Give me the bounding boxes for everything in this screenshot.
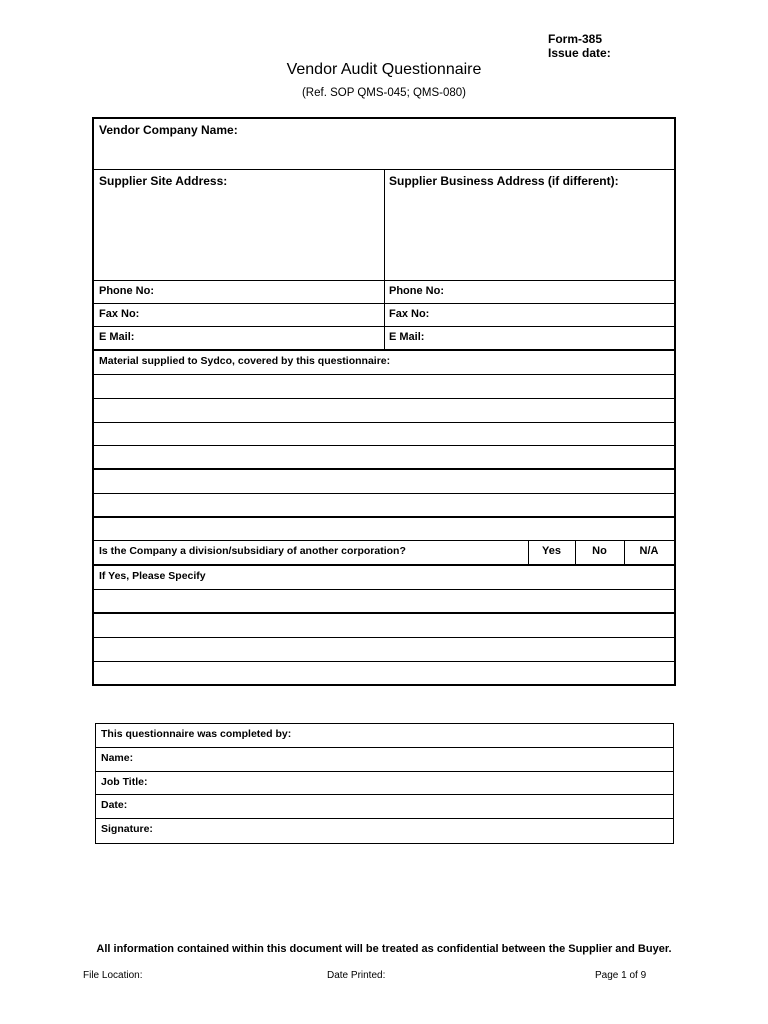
blank-line[interactable] [94, 375, 674, 399]
vendor-form [92, 117, 676, 686]
phone-right-label[interactable]: Phone No: [389, 285, 444, 297]
email-row [94, 327, 674, 351]
option-no[interactable]: No [592, 545, 607, 557]
material-supplied-label: Material supplied to Sydco, covered by this questionnaire: [99, 355, 391, 367]
blank-line[interactable] [94, 470, 674, 494]
blank-line[interactable] [94, 446, 674, 470]
name-row[interactable] [96, 748, 673, 772]
blank-line[interactable] [94, 590, 674, 614]
issue-date-label: Issue date: [548, 46, 611, 60]
signature-label: Signature: [101, 823, 153, 835]
form-header [548, 32, 611, 60]
fax-row [94, 304, 674, 327]
job-title-label: Job Title: [101, 776, 148, 788]
division-question-row [94, 541, 674, 566]
page-number: Page 1 of 9 [595, 970, 647, 981]
if-yes-label: If Yes, Please Specify [99, 570, 206, 582]
if-yes-row[interactable] [94, 566, 674, 590]
date-label: Date: [101, 799, 128, 811]
blank-line[interactable] [94, 662, 674, 684]
blank-line[interactable] [94, 638, 674, 662]
blank-line[interactable] [94, 399, 674, 423]
phone-row [94, 281, 674, 304]
signature-row[interactable] [96, 819, 673, 843]
blank-line[interactable] [94, 423, 674, 446]
blank-line[interactable] [94, 518, 674, 541]
page-subtitle: (Ref. SOP QMS-045; QMS-080) [301, 87, 467, 99]
file-location-label: File Location: [83, 970, 143, 981]
email-right-label[interactable]: E Mail: [389, 331, 425, 343]
date-printed-label: Date Printed: [327, 970, 386, 981]
phone-left-label[interactable]: Phone No: [99, 285, 154, 297]
vendor-company-label: Vendor Company Name: [99, 123, 238, 137]
completed-by-row [96, 724, 673, 748]
confidential-note: All information contained within this document will be treated as confidential between the Supplier and Buyer. [96, 943, 672, 955]
supplier-site-address-label[interactable]: Supplier Site Address: [99, 174, 228, 188]
fax-left-label[interactable]: Fax No: [99, 308, 140, 320]
page-title: Vendor Audit Questionnaire [286, 61, 482, 78]
option-yes[interactable]: Yes [542, 545, 561, 557]
blank-line[interactable] [94, 614, 674, 638]
form-number: Form-385 [548, 32, 603, 46]
fax-right-label[interactable]: Fax No: [389, 308, 430, 320]
date-row[interactable] [96, 795, 673, 819]
division-question-label: Is the Company a division/subsidiary of another corporation? [99, 545, 406, 557]
email-left-label[interactable]: E Mail: [99, 331, 135, 343]
name-label: Name: [101, 752, 134, 764]
material-supplied-row[interactable] [94, 351, 674, 375]
supplier-business-address-label[interactable]: Supplier Business Address (if different): [389, 174, 619, 188]
address-row [94, 170, 674, 281]
job-title-row[interactable] [96, 772, 673, 795]
option-na[interactable]: N/A [639, 545, 659, 557]
completed-by-label: This questionnaire was completed by: [101, 728, 292, 740]
vendor-company-row[interactable] [94, 119, 674, 170]
blank-line[interactable] [94, 494, 674, 518]
completed-by-form [95, 723, 674, 844]
